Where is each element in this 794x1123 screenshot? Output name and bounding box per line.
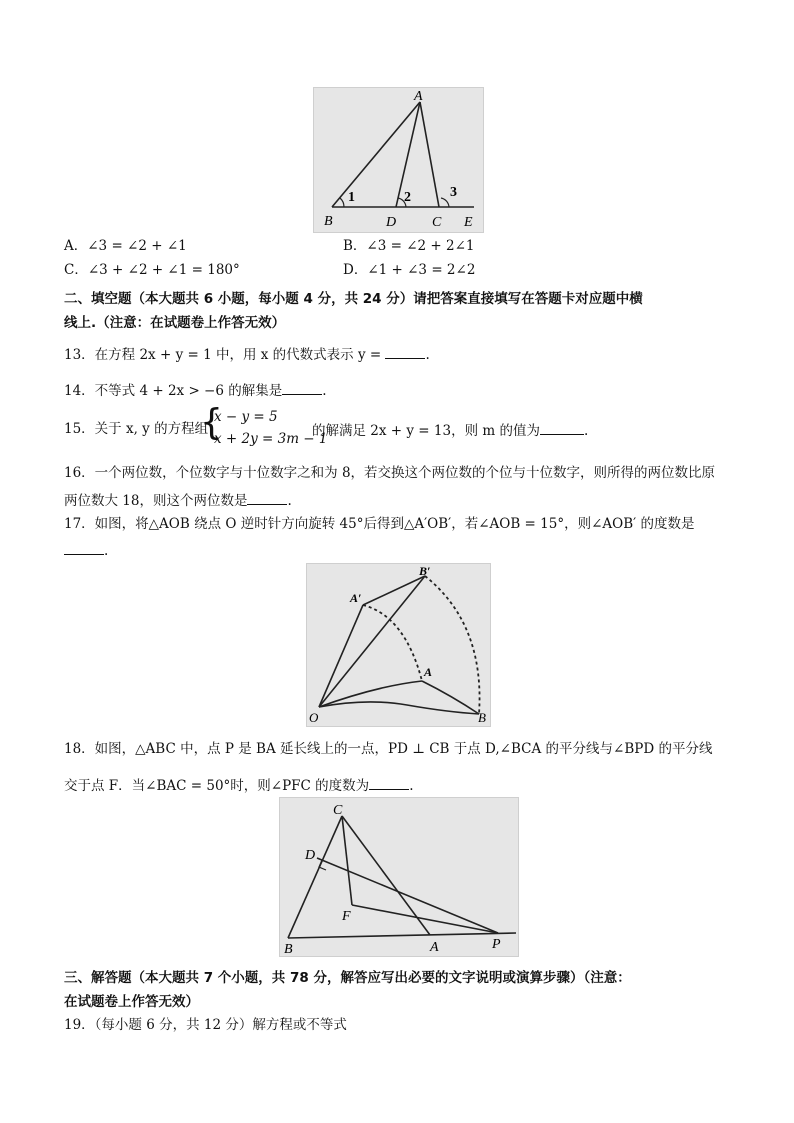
label-o: O <box>309 710 319 725</box>
q15-system-brace: { <box>200 402 223 443</box>
q13-answer-blank[interactable] <box>385 344 425 359</box>
option-b-letter: B． <box>343 238 367 254</box>
label-b: B <box>284 942 293 956</box>
label-d: D <box>386 215 397 230</box>
q14-period: . <box>322 383 327 399</box>
q16-text-line2: 两位数大 18，则这个两位数是 <box>64 493 248 509</box>
question-16-line1: 16．一个两位数，个位数字与十位数字之和为 8，若交换这个两位数的个位与十位数字，则所得的两位数比原 <box>64 465 716 481</box>
q17-period: . <box>104 543 109 559</box>
question-17-line1: 17．如图，将△AOB 绕点 O 逆时针方向旋转 45°后得到△A′OB′，若∠AOB = 15°，则∠AOB′ 的度数是 <box>64 516 695 532</box>
option-d-text: ∠1 + ∠3 = 2∠2 <box>367 262 476 278</box>
segment-a1-b1 <box>363 576 425 605</box>
segment-b-p <box>288 933 516 938</box>
option-d <box>343 261 475 279</box>
figure-triangle-abde-svg <box>314 88 483 232</box>
segment-b-c <box>288 816 342 938</box>
label-angle-1: 1 <box>348 190 355 205</box>
label-e: E <box>464 215 473 230</box>
label-angle-3: 3 <box>450 185 457 200</box>
q16-period: . <box>287 493 292 509</box>
section2-heading-line2: 线上.（注意：在试题卷上作答无效） <box>64 315 286 331</box>
figure-triangle-abde <box>313 87 484 233</box>
label-c: C <box>333 803 343 818</box>
segment-c-f <box>342 816 352 905</box>
q13-period: . <box>425 347 430 363</box>
figure-triangle-bisectors-svg <box>280 798 518 956</box>
segment-o-b1 <box>319 576 425 707</box>
option-b-text: ∠3 = ∠2 + 2∠1 <box>366 238 475 254</box>
label-d: D <box>305 848 316 863</box>
figure-rotation-aob <box>306 563 491 727</box>
q15-text-mid: 的解满足 2x + y = 13，则 m 的值为 <box>312 423 540 439</box>
label-f: F <box>342 909 351 924</box>
question-13 <box>64 344 430 364</box>
q15-period: . <box>583 423 589 439</box>
label-a-prime: A′ <box>350 591 362 605</box>
q13-text: 13．在方程 2x + y = 1 中，用 x 的代数式表示 y = <box>64 347 382 363</box>
question-18-line1: 18．如图，△ABC 中，点 P 是 BA 延长线上的一点，PD ⊥ CB 于点 D,∠BCA 的平分线与∠BPD 的平分线 <box>64 741 713 757</box>
question-14 <box>64 380 327 400</box>
label-a: A <box>414 89 423 104</box>
question-16-line2 <box>64 490 292 510</box>
option-a-text: ∠3 = ∠2 + ∠1 <box>87 238 187 254</box>
option-b <box>343 237 475 255</box>
label-b: B <box>324 214 333 229</box>
question-17-line2 <box>64 540 108 560</box>
label-a: A <box>430 940 439 955</box>
angle-arc-1 <box>340 198 344 207</box>
q16-answer-blank[interactable] <box>247 490 287 505</box>
option-c <box>64 261 240 279</box>
label-angle-2: 2 <box>404 190 411 205</box>
section3-heading-line1: 三、解答题（本大题共 7 个小题，共 78 分，解答应写出必要的文字说明或演算步骤）（注意： <box>64 970 631 986</box>
label-b-prime: B′ <box>419 564 431 578</box>
segment-ac <box>420 102 439 207</box>
option-a-letter: A． <box>64 238 88 254</box>
question-15 <box>64 420 208 438</box>
q15-answer-blank[interactable] <box>540 420 584 435</box>
q18-period: . <box>409 778 414 794</box>
q15-equation-1: x − y = 5 <box>214 409 278 425</box>
figure-rotation-aob-svg <box>307 564 490 726</box>
question-18-line2 <box>64 775 413 795</box>
q18-text-line2: 交于点 F．当∠BAC = 50°时，则∠PFC 的度数为 <box>64 778 370 794</box>
q14-text: 14．不等式 4 + 2x > −6 的解集是 <box>64 383 283 399</box>
q14-answer-blank[interactable] <box>282 380 322 395</box>
q15-equation-2: x + 2y = 3m − 1 <box>214 431 328 447</box>
segment-o-b <box>319 702 479 714</box>
option-c-letter: C． <box>64 262 88 278</box>
label-a: A <box>424 665 433 679</box>
figure-triangle-bisectors <box>279 797 519 957</box>
label-c: C <box>432 215 442 230</box>
q15-text-pre: 15．关于 x, y 的方程组 <box>64 421 209 437</box>
q18-answer-blank[interactable] <box>369 775 409 790</box>
section3-heading-line2: 在试题卷上作答无效） <box>64 994 199 1010</box>
option-a <box>64 237 187 255</box>
q15-condition <box>312 420 588 440</box>
option-c-text: ∠3 + ∠2 + ∠1 = 180° <box>87 262 240 278</box>
option-d-letter: D． <box>343 262 368 278</box>
arc-b-b1-dashed <box>425 576 480 714</box>
question-19: 19．（每小题 6 分，共 12 分）解方程或不等式 <box>64 1017 347 1033</box>
angle-arc-3 <box>441 198 449 207</box>
section2-heading-line1: 二、填空题（本大题共 6 小题，每小题 4 分，共 24 分）请把答案直接填写在答题卡对应题中横 <box>64 291 643 307</box>
segment-o-a <box>319 681 422 707</box>
label-p: P <box>492 937 501 952</box>
segment-o-a1 <box>319 605 363 707</box>
q17-answer-blank[interactable] <box>64 540 104 555</box>
label-b: B <box>478 710 486 725</box>
